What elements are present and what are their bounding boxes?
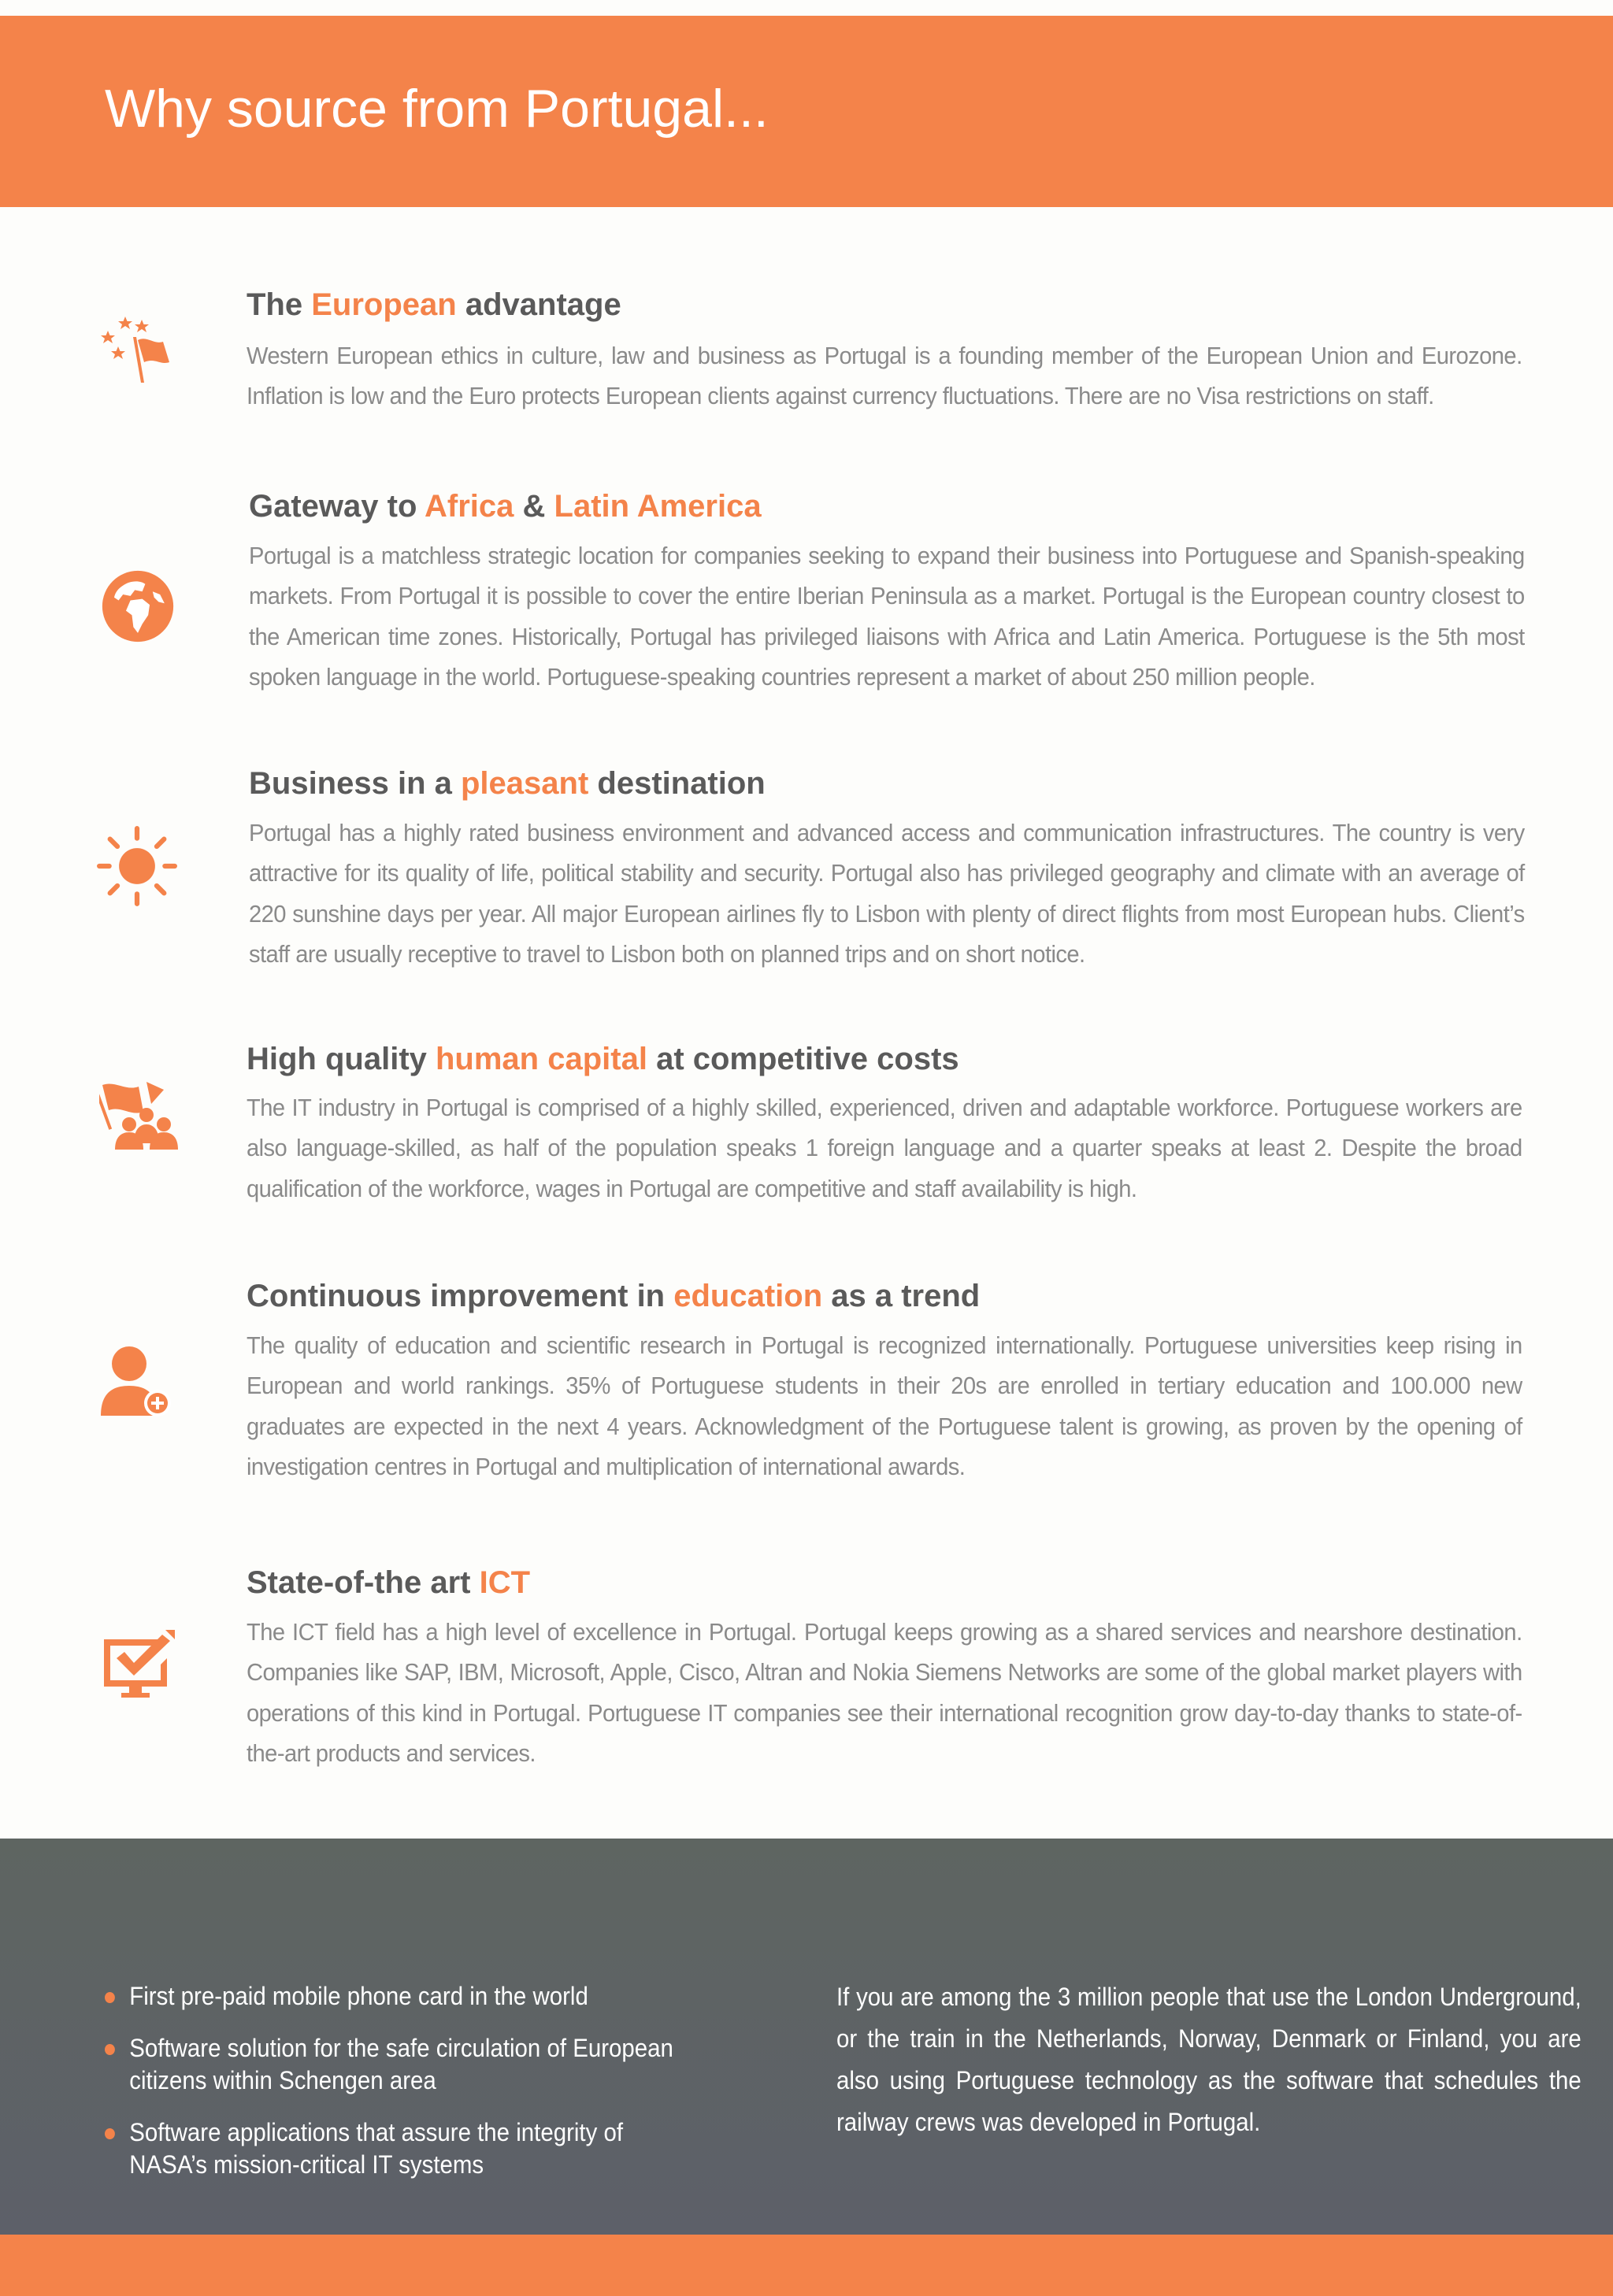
solutions-paragraph: If you are among the 3 million people that use the London Underground, or the train in the Netherlands, Norway, Denmark or Finland, you are also using Portuguese technology as the software that schedules the railway crews was developed in Portugal. — [836, 1982, 1581, 2136]
section-body: The quality of education and scientific research in Portugal is recognized internationally. Portuguese universities keep rising in European and world rankings. 35% of Portuguese students in their 20s are enrolled in tertiary education and 100.000 new graduates are expected in the next 4 years. Acknowledgment of the Portuguese talent is growing, as proven by the opening of investigation centres in Portugal and multiplication of international awards. — [247, 1331, 1522, 1481]
sun-icon — [96, 825, 178, 907]
european-flag-stars-icon — [98, 313, 177, 392]
bullet-dot-icon — [105, 1992, 115, 2003]
section-title: State-of-the art ICT — [247, 1565, 531, 1600]
section-title: Gateway to Africa & Latin America — [249, 488, 762, 524]
list-item: First pre-paid mobile phone card in the world — [105, 1980, 728, 2013]
section-title: The European advantage — [247, 287, 621, 322]
section-body: Western European ethics in culture, law and business as Portugal is a founding member of the European Union and Eurozone. Inflation is low and the Euro protects European clients against currency fluctuations. There are no Visa restrictions on staff. — [247, 341, 1522, 410]
section-body: Portugal is a matchless strategic location for companies seeking to expand their business into Portuguese and Spanish-speaking markets. From Portugal it is possible to cover the entire Iberian Peninsula as a market. Portugal is the European country closest to the American time zones. Historically, Portugal has privileged liaisons with Africa and Latin America. Portuguese is the 5th most spoken language in the world. Portuguese-speaking countries represent a market of about 250 million people. — [249, 541, 1525, 691]
section-title: High quality human capital at competitive costs — [247, 1041, 959, 1076]
section-title: Business in a pleasant destination — [249, 765, 766, 801]
section-title: Continuous improvement in education as a trend — [247, 1278, 981, 1313]
page-title: Why source from Portugal... — [105, 78, 769, 139]
header-banner — [0, 16, 1613, 207]
section-body: Portugal has a highly rated business environment and advanced access and communication infrastructures. The country is very attractive for its quality of life, political stability and security. Portugal also has privileged geography and climate with an average of 220 sunshine days per year. All major European airlines fly to Lisbon with plenty of direct flights from most European hubs. Client’s staff are usually receptive to travel to Lisbon both on planned trips and on short notice. — [249, 818, 1525, 968]
add-user-icon — [99, 1345, 173, 1417]
team-flag-icon — [99, 1080, 189, 1151]
footer-bar — [0, 2235, 1613, 2296]
list-item: Software applications that assure the integrity of NASA’s mission-critical IT systems — [105, 2116, 695, 2181]
list-item: Software solution for the safe circulation of European citizens within Schengen area — [105, 2032, 752, 2097]
bullet-dot-icon — [105, 2044, 115, 2055]
solutions-bullet-list — [105, 1980, 782, 2181]
section-body: The IT industry in Portugal is comprised of a highly skilled, experienced, driven and adaptable workforce. Portuguese workers are also language-skilled, as half of the population speaks 1 foreign language and a quarter speaks at least 2. Despite the broad qualification of the workforce, wages in Portugal are competitive and staff availability is high. — [247, 1093, 1522, 1202]
monitor-check-icon — [102, 1630, 175, 1699]
section-body: The ICT field has a high level of excellence in Portugal. Portugal keeps growing as a shared services and nearshore destination. Companies like SAP, IBM, Microsoft, Apple, Cisco, Altran and Nokia Siemens Networks are some of the global market players with operations of this kind in Portugal. Portuguese IT companies see their international recognition grow day-to-day thanks to state-of-the-art products and services. — [247, 1617, 1522, 1768]
globe-icon — [101, 569, 175, 643]
bullet-dot-icon — [105, 2128, 115, 2139]
